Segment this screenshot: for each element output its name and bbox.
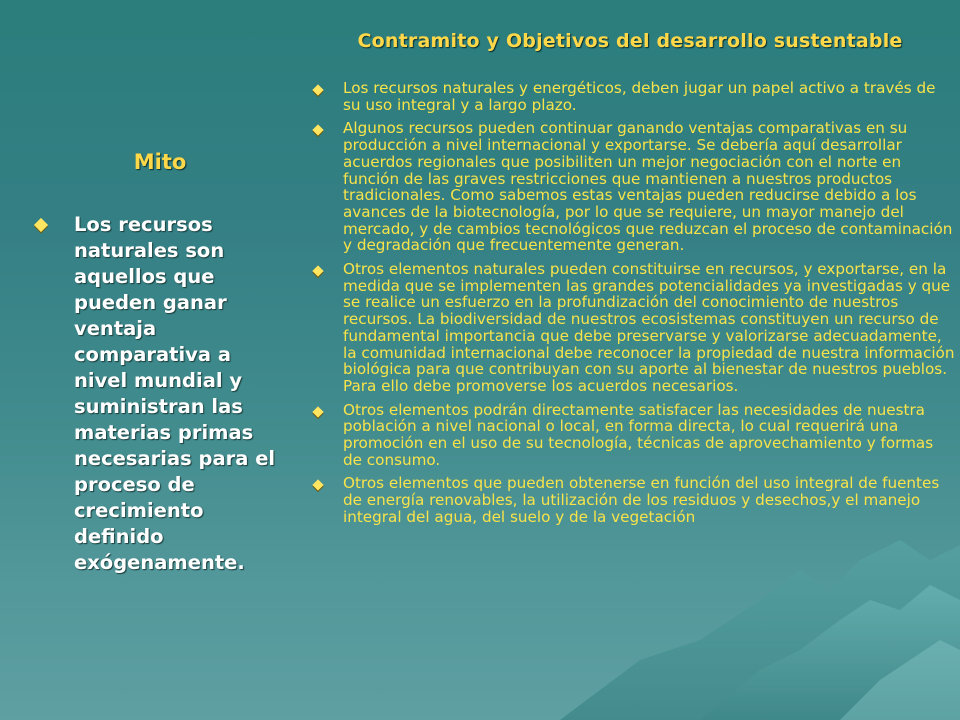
right-bullet-text: Otros elementos naturales pueden constituirse en recursos, y exportarse, en la medida que se implementen las grandes potencialidades ya investigadas y que se realice un esfuerzo en la profundización del conocimiento de nuestros recursos. La biodiversidad de nuestros ecosistemas constituyen un recurso de fundamental importancia que debe preservarse y valorizarse adecuadamente, la comunidad internacional debe reconocer la propiedad de nuestra información biológica para que contribuyan con su aporte al bienestar de nuestros pueblos. Para ello debe promoverse los acuerdos necesarios. [343,260,955,395]
diamond-bullet-icon [314,408,322,416]
left-bullet-text: Los recursos naturales son aquellos que pueden ganar ventaja comparativa a nivel mundial y suministran las materias primas necesarias para el proceso de crecimiento definido exógenamente. [74,213,276,574]
right-bullet-item [310,402,955,469]
right-bullet-text: Otros elementos que pueden obtenerse en función del uso integral de fuentes de energía renovables, la utilización de los residuos y desechos,y el manejo integral del agua, del suelo y de la vegetación [343,474,940,526]
diamond-bullet-icon [314,126,322,134]
right-bullet-text: Los recursos naturales y energéticos, deben jugar un papel activo a través de su uso integral y a largo plazo. [343,79,936,114]
slide-title: Contramito y Objetivos del desarrollo sustentable [357,30,903,52]
right-bullet-item [310,120,955,254]
diamond-bullet-icon [314,267,322,275]
left-bullet-item [36,212,286,576]
diamond-bullet-icon [36,220,46,230]
diamond-bullet-icon [314,481,322,489]
right-bullet-text: Algunos recursos pueden continuar ganando ventajas comparativas en su producción a nivel internacional y exportarse. Se debería aquí desarrollar acuerdos regionales que posibiliten un mejor negociación con el norte en función de las graves restricciones que mantienen a nuestros productos tradicionales. Como sabemos estas ventajas pueden reducirse debido a los avances de la biotecnología, por lo que se requiere, un mayor manejo del mercado, y de cambios tecnológicos que reduzcan el proceso de contaminación y degradación que frecuentemente generan. [343,119,953,255]
right-bullet-item [310,80,955,113]
right-bullet-item [310,475,955,525]
diamond-bullet-icon [314,86,322,94]
right-bullet-list [310,80,955,533]
right-bullet-text: Otros elementos podrán directamente satisfacer las necesidades de nuestra población a nivel nacional o local, en forma directa, lo cual requerirá una promoción en el uso de su tecnología, técnicas de aprovechamiento y formas de consumo. [343,400,934,469]
left-heading: Mito [133,150,187,174]
right-bullet-item [310,261,955,395]
